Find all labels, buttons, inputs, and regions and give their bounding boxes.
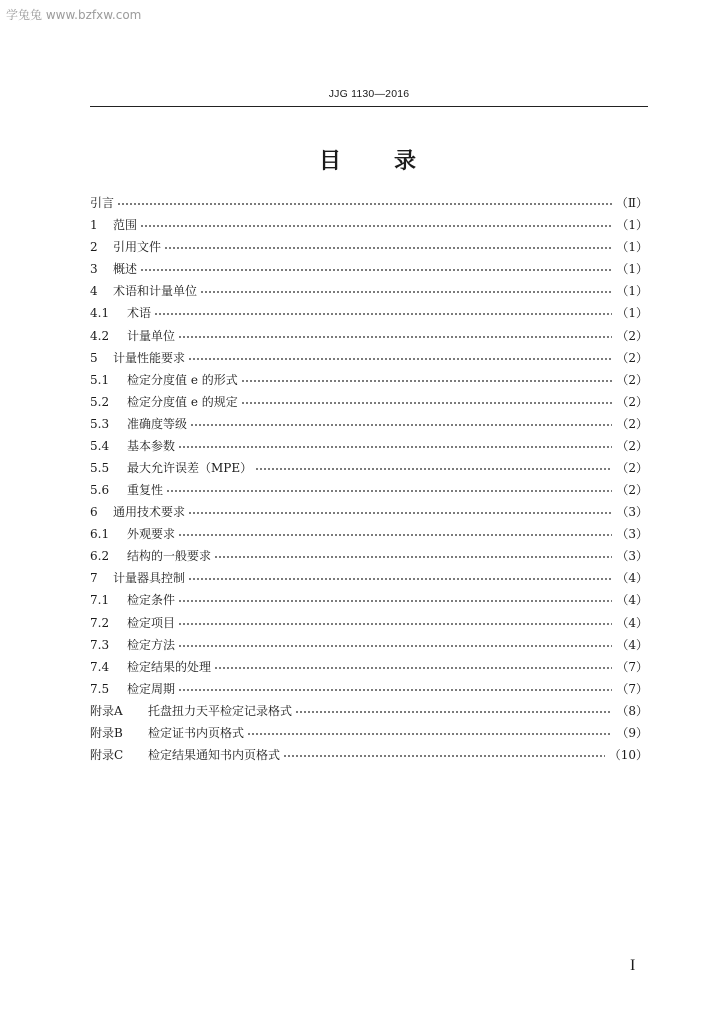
dot-leader: [241, 391, 613, 413]
toc-entry-title: 范围: [113, 218, 138, 233]
toc-entry-number: 7.4: [90, 659, 110, 674]
toc-entry-number: 5.4: [90, 438, 110, 453]
toc-entry-number: 6.1: [90, 527, 110, 542]
dot-leader: [178, 612, 612, 634]
dot-leader: [164, 236, 612, 258]
toc-entry-number: 4: [90, 284, 98, 299]
toc-entry-title: 计量器具控制: [113, 571, 186, 586]
dot-leader: [178, 325, 612, 347]
toc-entry-page: （1）: [616, 240, 648, 255]
toc-entry-title: 计量单位: [127, 328, 176, 343]
toc-entry: [90, 656, 648, 678]
toc-entry-title: 最大允许误差（MPE）: [127, 460, 253, 475]
dot-leader: [178, 678, 612, 700]
toc-entry: [90, 280, 648, 302]
toc-entry-page: （7）: [616, 681, 648, 696]
toc-entry-number: 5.3: [90, 416, 110, 431]
toc-entry: [90, 634, 648, 656]
toc-entry-title: 检定方法: [127, 637, 176, 652]
toc-entry: [90, 501, 648, 523]
toc-entry: [90, 567, 648, 589]
toc-entry-number: 5: [90, 350, 98, 365]
toc-entry-number: 4.2: [90, 328, 110, 343]
toc-entry-page: （2）: [616, 328, 648, 343]
toc-entry: [90, 523, 648, 545]
toc-entry-number: 7.3: [90, 637, 110, 652]
dot-leader: [166, 479, 612, 501]
toc-entry: [90, 435, 648, 457]
toc-entry: [90, 258, 648, 280]
toc-entry-page: （7）: [616, 659, 648, 674]
dot-leader: [214, 545, 612, 567]
toc-entry: [90, 457, 648, 479]
toc-entry-title: 引言: [90, 196, 115, 211]
dot-leader: [140, 258, 612, 280]
toc-entry-title: 检定分度值 e 的规定: [127, 394, 238, 409]
toc-entry-title: 检定分度值 e 的形式: [127, 372, 238, 387]
toc-entry: [90, 611, 648, 633]
toc-entry: [90, 722, 648, 744]
toc-entry: [90, 302, 648, 324]
toc-entry-page: （3）: [616, 549, 648, 564]
toc-entry-page: （9）: [616, 725, 648, 740]
standard-code-header: JJG 1130—2016: [328, 88, 410, 100]
toc-entry-number: 7.2: [90, 615, 110, 630]
toc-entry-number: 7: [90, 571, 98, 586]
dot-leader: [178, 523, 612, 545]
toc-entry-page: （4）: [616, 637, 648, 652]
toc-entry-title: 检定证书内页格式: [148, 725, 245, 740]
dot-leader: [295, 700, 612, 722]
dot-leader: [255, 457, 612, 479]
toc-entry: [90, 347, 648, 369]
toc-entry-number: 7.5: [90, 681, 110, 696]
page-title: 目 录: [318, 148, 419, 174]
toc-entry-page: （3）: [616, 527, 648, 542]
toc-entry-page: （1）: [616, 262, 648, 277]
header-divider: [90, 106, 648, 107]
watermark: 学兔兔 www.bzfxw.com: [6, 8, 142, 22]
toc-entry-page: （4）: [616, 615, 648, 630]
toc-entry-title: 术语和计量单位: [113, 284, 198, 299]
dot-leader: [188, 347, 612, 369]
toc-entry: [90, 391, 648, 413]
toc-entry-title: 概述: [113, 262, 138, 277]
toc-entry-page: （4）: [616, 571, 648, 586]
toc-entry-title: 检定结果通知书内页格式: [148, 747, 281, 762]
toc-entry-page: （2）: [616, 372, 648, 387]
toc-entry-number: 7.1: [90, 593, 110, 608]
toc-entry: [90, 700, 648, 722]
toc-entry-number: 6: [90, 505, 98, 520]
toc-entry-title: 检定周期: [127, 681, 176, 696]
toc-entry: [90, 214, 648, 236]
toc-entry-page: （2）: [616, 416, 648, 431]
dot-leader: [140, 214, 612, 236]
toc-entry-number: 5.2: [90, 394, 110, 409]
toc-entry-title: 重复性: [127, 483, 164, 498]
toc-entry: [90, 324, 648, 346]
toc-entry-number: 3: [90, 262, 98, 277]
dot-leader: [283, 744, 605, 766]
toc-entry-title: 检定条件: [127, 593, 176, 608]
toc-entry: [90, 479, 648, 501]
toc-entry-number: 2: [90, 240, 98, 255]
table-of-contents: [90, 192, 648, 766]
dot-leader: [178, 589, 612, 611]
toc-entry: [90, 236, 648, 258]
toc-entry-number: 4.1: [90, 306, 110, 321]
dot-leader: [190, 413, 612, 435]
toc-entry: [90, 744, 648, 766]
toc-entry-page: （2）: [616, 460, 648, 475]
toc-entry-title: 外观要求: [127, 527, 176, 542]
toc-entry-title: 托盘扭力天平检定记录格式: [148, 703, 293, 718]
toc-entry-number: 5.1: [90, 372, 110, 387]
dot-leader: [241, 369, 613, 391]
toc-entry-page: （4）: [616, 593, 648, 608]
toc-entry: [90, 192, 648, 214]
toc-entry-number: 附录B: [90, 725, 123, 740]
toc-entry-title: 引用文件: [113, 240, 162, 255]
dot-leader: [188, 567, 612, 589]
toc-entry: [90, 369, 648, 391]
dot-leader: [154, 302, 612, 324]
toc-entry-page: （8）: [616, 703, 648, 718]
toc-entry-number: 5.6: [90, 483, 110, 498]
toc-entry: [90, 678, 648, 700]
toc-entry-title: 术语: [127, 306, 152, 321]
toc-entry-page: （2）: [616, 350, 648, 365]
toc-entry-title: 通用技术要求: [113, 505, 186, 520]
toc-entry-title: 检定结果的处理: [127, 659, 212, 674]
dot-leader: [188, 501, 612, 523]
dot-leader: [247, 722, 612, 744]
toc-entry-page: （1）: [616, 218, 648, 233]
toc-entry-title: 基本参数: [127, 438, 176, 453]
dot-leader: [178, 435, 612, 457]
toc-entry-title: 结构的一般要求: [127, 549, 212, 564]
toc-entry-number: 附录A: [90, 703, 123, 718]
toc-entry: [90, 413, 648, 435]
toc-entry-page: （Ⅱ）: [615, 196, 648, 211]
toc-entry-page: （2）: [616, 394, 648, 409]
toc-entry-number: 5.5: [90, 460, 110, 475]
dot-leader: [214, 656, 612, 678]
toc-entry-number: 1: [90, 218, 98, 233]
toc-entry-title: 计量性能要求: [113, 350, 186, 365]
toc-entry-number: 6.2: [90, 549, 110, 564]
toc-entry-page: （3）: [616, 505, 648, 520]
toc-entry-title: 准确度等级: [127, 416, 188, 431]
toc-entry-page: （10）: [608, 747, 648, 762]
toc-entry: [90, 545, 648, 567]
dot-leader: [178, 634, 612, 656]
toc-entry-page: （2）: [616, 483, 648, 498]
toc-entry-title: 检定项目: [127, 615, 176, 630]
page-number: I: [630, 957, 636, 974]
dot-leader: [200, 280, 612, 302]
toc-entry-page: （1）: [616, 284, 648, 299]
toc-entry: [90, 589, 648, 611]
toc-entry-page: （2）: [616, 438, 648, 453]
toc-entry-number: 附录C: [90, 747, 124, 762]
toc-entry-page: （1）: [616, 306, 648, 321]
dot-leader: [117, 192, 612, 214]
